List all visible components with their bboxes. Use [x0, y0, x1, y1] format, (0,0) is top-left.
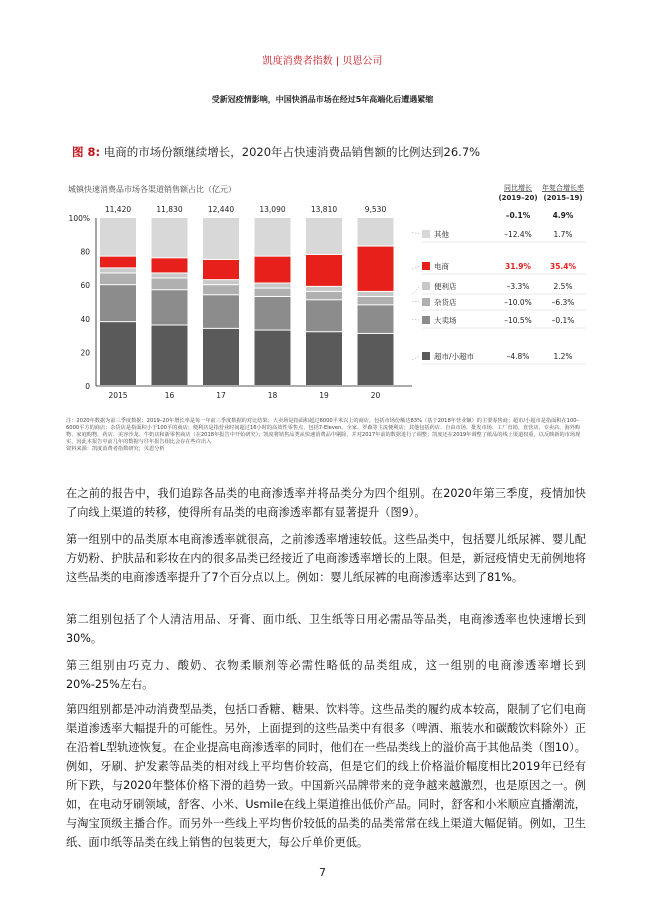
legend-connector	[412, 301, 420, 302]
bar-total-label: 12,440	[207, 205, 235, 214]
bar-segment-5	[203, 218, 239, 259]
x-tick-label: 2015	[108, 391, 128, 400]
cagr-value: 2.5%	[553, 282, 573, 291]
cagr-value: 1.7%	[553, 230, 573, 239]
bar-segment-2	[358, 297, 394, 304]
x-tick-label: 19	[319, 391, 329, 400]
bar-segment-3	[100, 268, 136, 272]
legend-label: 超市/小超市	[434, 352, 475, 361]
cagr-value: 35.4%	[549, 262, 577, 271]
bar-segment-2	[152, 278, 188, 289]
bar-segment-4	[100, 257, 136, 268]
bar-segment-1	[152, 290, 188, 324]
x-tick-label: 16	[164, 391, 175, 400]
y-tick-label: 40	[80, 314, 90, 324]
bar-segment-3	[152, 273, 188, 277]
figure-number: 图 8:	[72, 145, 101, 159]
bar-segment-0	[358, 334, 394, 385]
bar-segment-4	[203, 260, 239, 279]
legend-swatch-4	[422, 262, 430, 270]
bar-segment-2	[306, 292, 342, 299]
y-tick-label: 80	[80, 247, 90, 257]
chart-subtitle: 城镇快速消费品市场各渠道销售额占比（亿元）	[68, 185, 236, 194]
bar-total-label: 11,420	[104, 205, 132, 214]
bar-segment-3	[255, 284, 291, 288]
figure-notes	[66, 418, 586, 453]
bar-segment-5	[358, 218, 394, 246]
growth-value: 31.9%	[504, 262, 532, 271]
bar-total-label: 13,810	[310, 205, 338, 214]
paragraph-3: 第二组别包括了个人清洁用品、牙膏、面巾纸、卫生纸等日用必需品等品类，电商渗透率也快速增长到30%。	[66, 613, 586, 645]
bar-segment-4	[152, 258, 188, 272]
bar-segment-2	[255, 289, 291, 296]
bar-segment-4	[358, 247, 394, 291]
y-tick-label: 100%	[68, 214, 90, 223]
total-growth: –0.1%	[505, 211, 531, 220]
bar-segment-0	[100, 322, 136, 385]
legend-connector	[412, 356, 420, 360]
bar-segment-0	[203, 329, 239, 385]
cagr-value: –0.1%	[551, 316, 575, 325]
figure-title-text: 电商的市场份额继续增长，2020年占快速消费品销售额的比例达到26.7%	[103, 145, 481, 159]
legend-swatch-3	[422, 282, 430, 290]
bar-segment-3	[358, 292, 394, 296]
legend-swatch-0	[422, 352, 430, 360]
legend-swatch-2	[422, 298, 430, 306]
bar-segment-5	[152, 218, 188, 257]
legend-connector	[412, 232, 420, 234]
notes-text: 注：2020年数据为前三季度数据；2019–20年增长率是每一年前三季度数据的对比结果；大卖场是指面积超过6000平米以上的商店，包括市场份额达83%（基于2018年营业额）的主要零售商；超市/小超市是指面积在100–6000平方的商店；杂货店是指面积小于100平的商店；便利店是指营业时间超过16小时的高效性零售点，包括7-Eleven、全家、罗森等主流便利店；其他包括药店、自由市场、批发市场、工厂直销、直营店、专卖店、海外购物、家庭购物、药店、美容沙龙、牛奶店和新零售商店（在2018年报告中开始研究）；凯度将销售品类从快速消费品中剔除，并对2017年前的数据进行了调整；凯度还在2019年调整了纸品的线上渠道权重，以反映新的市场现实，因此本报告中前几年的数据与往年报告相比会存在些许出入	[66, 418, 581, 445]
x-tick-label: 20	[370, 391, 381, 400]
source-text: 资料来源：凯度消费者指数研究；贝恩分析	[66, 446, 165, 452]
legend-label: 大卖场	[434, 316, 457, 325]
growth-value: –4.8%	[506, 352, 530, 361]
y-tick-label: 0	[85, 382, 90, 391]
bar-total-label: 13,090	[259, 205, 286, 214]
bar-segment-5	[306, 218, 342, 254]
figure-title	[72, 144, 480, 160]
legend-swatch-5	[422, 230, 430, 238]
legend-label: 其他	[434, 230, 449, 239]
legend-label: 电商	[434, 262, 449, 271]
bar-segment-3	[306, 287, 342, 291]
bar-total-label: 9,530	[364, 205, 387, 214]
legend-connector	[412, 286, 420, 294]
x-tick-label: 18	[267, 391, 278, 400]
cagr-value: –6.3%	[551, 298, 575, 307]
y-tick-label: 60	[80, 281, 90, 291]
paragraph-2: 第一组别中的品类原本电商渗透率就很高，之前渗透率增速较低。这些品类中，包括婴儿纸尿裤、婴儿配方奶粉、护肤品和彩妆在内的很多品类已经接近了电商渗透率增长的上限。但是，新冠疫情史无前例地将这些品类的电商渗透率提升了7个百分点以上。例如：婴儿纸尿裤的电商渗透率达到了81%。	[66, 533, 586, 584]
bar-segment-0	[306, 332, 342, 385]
bar-segment-1	[306, 300, 342, 331]
legend-swatch-1	[422, 316, 430, 324]
bar-segment-2	[100, 273, 136, 284]
legend-connector	[412, 266, 420, 269]
bar-segment-1	[100, 285, 136, 321]
bar-segment-5	[255, 218, 291, 256]
growth-value: –10.0%	[504, 298, 532, 307]
total-cagr: 4.9%	[552, 211, 574, 220]
channel-share-chart	[66, 180, 586, 405]
cagr-header: 年复合增长率	[542, 184, 584, 192]
report-header: 凯度消费者指数 | 贝恩公司	[262, 56, 383, 67]
growth-value: –3.3%	[506, 282, 530, 291]
bar-segment-3	[203, 280, 239, 284]
growth-header: 同比增长	[504, 184, 532, 192]
bar-segment-0	[152, 326, 188, 385]
bar-total-label: 11,830	[156, 205, 183, 214]
bar-segment-1	[255, 297, 291, 330]
growth-subheader: (2019–20)	[498, 194, 538, 202]
paragraph-1: 在之前的报告中，我们追踪各品类的电商渗透率并将品类分为四个组别。在2020年第三季度，疫情加快了向线上渠道的转移，使得所有品类的电商渗透率都有显著提升（图9）。	[66, 487, 586, 519]
paragraph-4: 第三组别由巧克力、酸奶、衣物柔顺剂等必需性略低的品类组成，这一组别的电商渗透率增长到20%-25%左右。	[66, 659, 586, 691]
page-number: 7	[319, 866, 326, 879]
chart-svg	[66, 180, 586, 405]
bar-segment-0	[255, 331, 291, 385]
bar-segment-5	[100, 218, 136, 256]
bar-segment-4	[306, 255, 342, 286]
legend-label: 便利店	[434, 282, 457, 291]
cagr-value: 1.2%	[553, 352, 573, 361]
growth-value: –12.4%	[504, 230, 532, 239]
cagr-subheader: (2015–19)	[543, 194, 583, 202]
bar-segment-2	[203, 285, 239, 294]
bar-segment-1	[358, 305, 394, 333]
legend-label: 杂货店	[434, 298, 457, 307]
page-subtitle: 受新冠疫情影响，中国快消品市场在经过5年高端化后遭遇紧缩	[211, 95, 434, 104]
bar-segment-4	[255, 257, 291, 283]
growth-value: –10.5%	[504, 316, 532, 325]
x-tick-label: 17	[216, 391, 226, 400]
paragraph-5: 第四组别都是冲动消费型品类，包括口香糖、糖果、饮料等。这些品类的履约成本较高，限制了它们电商渠道渗透率大幅提升的可能性。另外，上面提到的这些品类中有很多（啤酒、瓶装水和碳酸饮料除外）正在沿着L型轨迹恢复。在企业提高电商渗透率的同时，他们在一些品类线上的溢价高于其他品类（图10）。例如，牙刷、护发素等品类的相对线上平均售价较高，但是它们的线上价格溢价幅度相比2019年已经有所下跌，与2020年整体价格下滑的趋势一致。中国新兴品牌带来的竞争越来越激烈，也是原因之一。例如，在电动牙刷领域，舒客、小米、Usmile在线上渠道推出低价产品。同时，舒客和小米顺应直播潮流，与淘宝顶级主播合作。而另外一些线上平均售价较低的品类的品类常常在线上渠道大幅促销。例如，卫生纸、面巾纸等品类在线上销售的包装更大，每公斤单价更低。	[66, 703, 586, 849]
bar-segment-1	[203, 295, 239, 328]
y-tick-label: 20	[80, 348, 90, 358]
